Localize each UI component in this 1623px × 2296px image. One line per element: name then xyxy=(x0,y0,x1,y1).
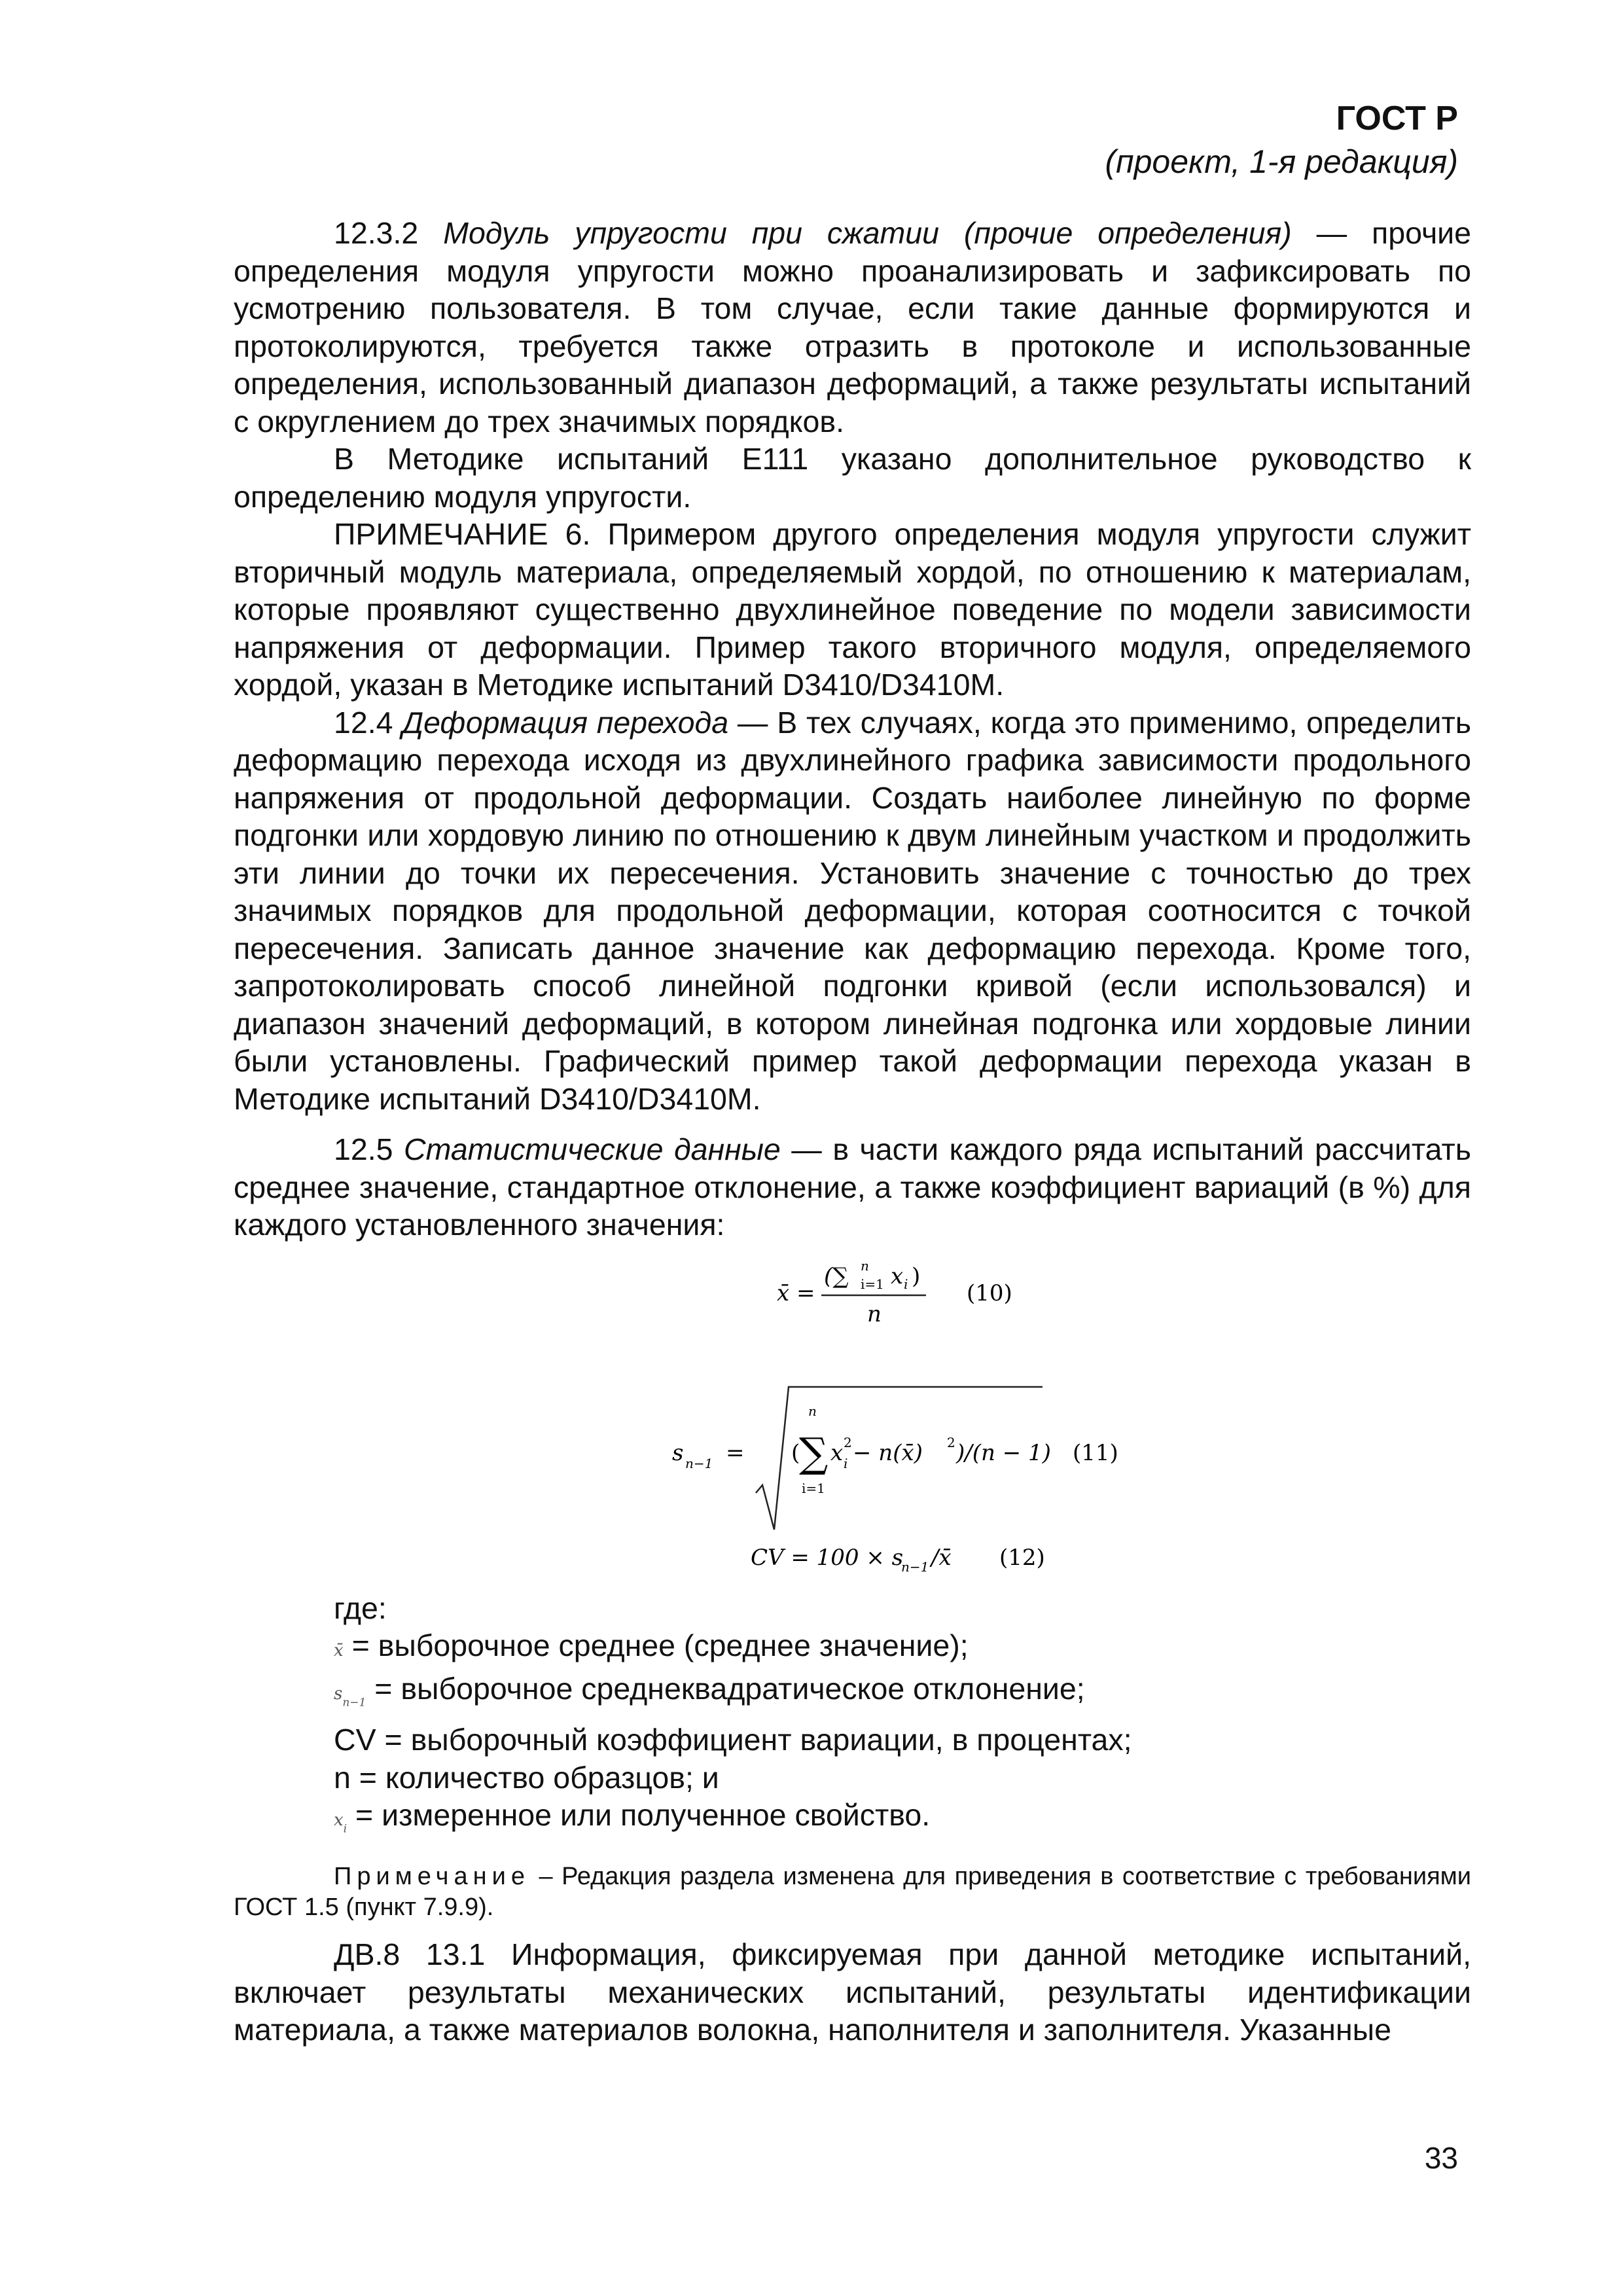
editorial-note xyxy=(234,1861,1471,1923)
section-number: 12.3.2 xyxy=(334,216,419,250)
edition-text: (проект, 1-я редакция) xyxy=(1105,143,1458,180)
formula-mean-denominator: n xyxy=(867,1300,882,1327)
body-text xyxy=(234,215,1471,2049)
formula-std-lhs-sub: n−1 xyxy=(685,1455,713,1471)
section-number: 12.4 xyxy=(334,705,393,740)
section-text: — в части каждого ряда испытаний рассчитать среднее значение, стандартное отклонение, а также коэффициент вариаций (в %) для каждого установленного значения: xyxy=(234,1132,1471,1242)
definitions-list xyxy=(234,1590,1471,1849)
definition-text: = измеренное или полученное свойство. xyxy=(347,1798,931,1833)
definition-std xyxy=(234,1670,1471,1722)
formula-number: (11) xyxy=(1073,1439,1118,1466)
edition-label xyxy=(1105,140,1458,183)
formula-mean-sum-top: n xyxy=(861,1257,869,1274)
section-text: — прочие определения модуля упругости можно проанализировать и зафиксировать по усмотрению пользователя. В том случае, если такие данные формируются и протоколируются, требуется также отразить в протоколе и использованные определения, использованный диапазон деформаций, а также результаты испытаний с округлением до трех значимых порядков. xyxy=(234,216,1471,439)
formula-mean-graphic xyxy=(234,1244,1471,1342)
paragraph-12-4 xyxy=(234,704,1471,1119)
formula-cv-graphic xyxy=(234,1532,1471,1588)
formula-cv-sub: n−1 xyxy=(901,1558,929,1575)
note-label: Примечание xyxy=(334,1863,530,1891)
formula-std-mid: − n(x̄) xyxy=(853,1439,923,1466)
definitions-intro: где: xyxy=(334,1590,387,1625)
document-header xyxy=(1105,97,1458,183)
formula-std-equals: = xyxy=(726,1439,745,1466)
formula-std-x: x xyxy=(830,1439,844,1466)
formula-std-open: ( xyxy=(791,1439,800,1466)
definition-text: = выборочное среднее (среднее значение); xyxy=(343,1628,969,1662)
formula-mean-numerator-open: (∑ xyxy=(824,1263,849,1289)
section-text: — В тех случаях, когда это применимо, определить деформацию перехода исходя из двухлинейного графика зависимости продольного напряжения от продольной деформации. Создать наиболее линейную по форме подгонки или хордовую линию по отношению к двум линейным участком и продолжить эти линии до точки их пересечения. Установить значение с точностью до трех значимых порядков для продольной деформации, которая соотносится с точкой пересечения. Записать данное значение как деформацию перехода. Кроме того, запротоколировать способ линейной подгонки кривой (если использовался) и диапазон значений деформаций, в котором линейная подгонка или хордовые линии были установлены. Графический пример такой деформации перехода указан в Методике испытаний D3410/D3410M. xyxy=(234,705,1471,1116)
formula-std-tail: )/(n − 1) xyxy=(956,1439,1051,1466)
formula-std-x-sq: 2 xyxy=(844,1434,852,1450)
definition-mean xyxy=(234,1627,1471,1670)
standard-code: ГОСТ Р xyxy=(1336,99,1458,137)
page-number: 33 xyxy=(1424,2141,1458,2175)
section-title: Статистические данные xyxy=(404,1132,781,1166)
symbol-std: s xyxy=(334,1683,343,1704)
formula-std-x-sub: i xyxy=(844,1455,848,1471)
formula-number: (12) xyxy=(999,1544,1045,1571)
formula-std xyxy=(234,1382,1471,1532)
paragraph-e111: В Методике испытаний E111 указано дополнительное руководство к определению модуля упругости. xyxy=(234,442,1471,514)
formula-std-sum-top: n xyxy=(808,1403,817,1419)
formula-mean xyxy=(234,1244,1471,1342)
formula-std-sum-bottom: i=1 xyxy=(802,1480,825,1496)
formula-cv-tail: /x̄ xyxy=(931,1544,952,1571)
formula-mean-lhs: x̄ = xyxy=(777,1280,815,1306)
symbol-x-sub: i xyxy=(343,1822,348,1836)
formula-std-mid-sq: 2 xyxy=(947,1434,955,1450)
section-title: Деформация перехода xyxy=(402,705,729,740)
paragraph-12-3-2 xyxy=(234,215,1471,440)
symbol-std-sub: n−1 xyxy=(342,1695,366,1709)
formula-mean-sum-bottom: i=1 xyxy=(861,1276,884,1292)
formula-mean-x: x xyxy=(891,1263,904,1289)
note-text: – Редакция раздела изменена для приведения в соответствие с требованиями ГОСТ 1.5 (пункт 7.9.9). xyxy=(234,1863,1471,1922)
section-number: 12.5 xyxy=(334,1132,393,1166)
definition-n: n = количество образцов; и xyxy=(334,1760,719,1795)
paragraph-12-5 xyxy=(234,1131,1471,1244)
formula-std-sigma: ∑ xyxy=(799,1428,829,1477)
formula-std-graphic xyxy=(234,1382,1471,1532)
formula-mean-close: ) xyxy=(912,1263,921,1289)
definition-x xyxy=(234,1797,1471,1848)
symbol-x: x xyxy=(334,1810,344,1831)
formula-std-lhs: s xyxy=(672,1439,684,1466)
definition-cv: CV = выборочный коэффициент вариации, в процентах; xyxy=(334,1723,1132,1757)
formula-cv xyxy=(234,1532,1471,1588)
symbol-mean: x̄ xyxy=(334,1641,344,1660)
formula-mean-sub-i: i xyxy=(904,1276,908,1292)
paragraph-note-6: ПРИМЕЧАНИЕ 6. Примером другого определения модуля упругости служит вторичный модуль материала, определяемый хордой, по отношению к материалам, которые проявляют существенно двухлинейное поведение по модели зависимости напряжения от деформации. Пример такого вторичного модуля, определяемого хордой, указан в Методике испытаний D3410/D3410M. xyxy=(234,517,1471,702)
section-title: Модуль упругости при сжатии (прочие определения) xyxy=(443,216,1292,250)
definition-text: = выборочное среднеквадратическое отклонение; xyxy=(366,1671,1085,1706)
formula-number: (10) xyxy=(967,1280,1012,1306)
paragraph-db8: ДВ.8 13.1 Информация, фиксируемая при данной методике испытаний, включает результаты механических испытаний, результаты идентификации материала, а также материалов волокна, наполнителя и заполнителя. Указанные xyxy=(234,1937,1471,2047)
formula-cv-text: CV = 100 × s xyxy=(751,1544,904,1571)
